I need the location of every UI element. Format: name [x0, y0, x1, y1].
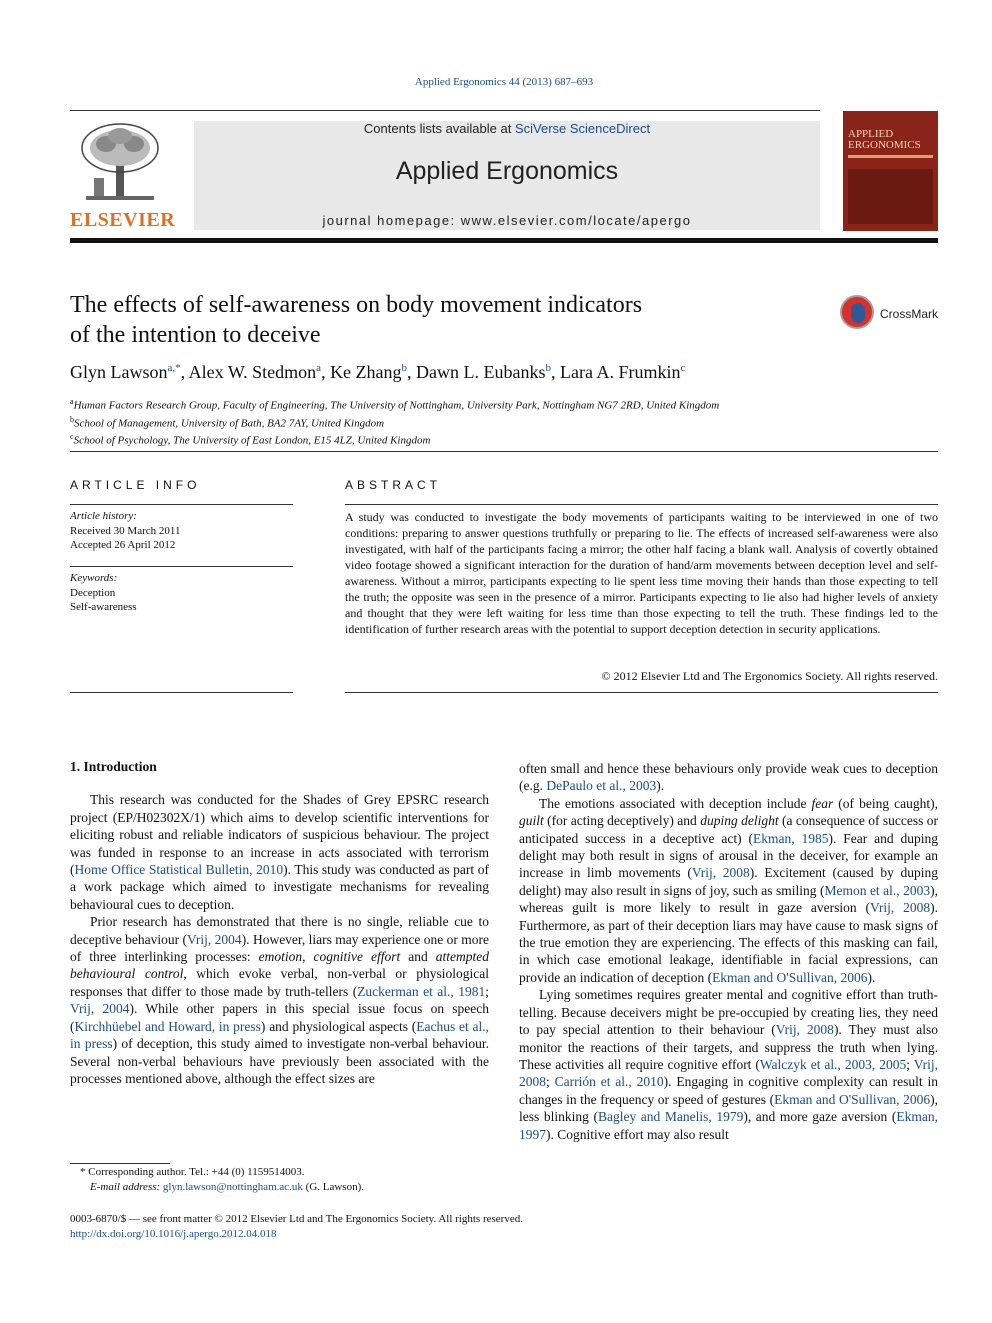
cover-stripe — [848, 155, 933, 158]
affiliation-item: $^b$School of Management, University of Bath, BA2 7AY, United Kingdom — [70, 414, 385, 430]
citation-link[interactable]: Memon et al., 2003 — [824, 882, 931, 898]
accepted-date: Accepted 26 April 2012 — [70, 539, 176, 551]
citation-link[interactable]: Walczyk et al., 2003, 2005 — [759, 1056, 907, 1072]
paragraph: Lying sometimes requires greater mental and cognitive effort than truth-telling. Because deceivers might be pre-occupied by creating lies, they need to pay special attention to their behaviour (Vrij, 2008). They must also monitor the reactions of their targets, and suppress the truth when lying. These activities all require cognitive effort (Walczyk et al., 2003, 2005; Vrij, 2008; Carrión et al., 2010). Engaging in cognitive complexity can result in changes in the frequency or speed of gestures (Ekman and O'Sullivan, 2006), less blinking (Bagley and Manelis, 1979), and more gaze aversion (Ekman, 1997). Cognitive effort may also result — [519, 987, 939, 1142]
corresponding-author-link[interactable]: * — [175, 362, 181, 374]
citation-link[interactable]: Bagley and Manelis, 1979 — [597, 1109, 744, 1125]
affiliation-item: $^a$Human Factors Research Group, Faculty of Engineering, The University of Nottingham, University Park, Nottingham NG7 2RD, United Kingdom — [70, 397, 720, 412]
author-name: Dawn L. Eubanks — [416, 362, 546, 382]
paragraph: often small and hence these behaviours only provide weak cues to deception (e.g. DePaulo et al., 2003). — [519, 761, 938, 794]
elsevier-tree-icon — [76, 120, 164, 204]
header-thick-rule — [70, 238, 938, 243]
divider — [70, 692, 293, 693]
citation-link[interactable]: Vrij, 2008 — [519, 1056, 938, 1090]
page-footer — [70, 1212, 670, 1242]
author-name: Alex W. Stedmon — [188, 362, 317, 382]
journal-cover-thumbnail[interactable] — [843, 111, 938, 231]
citation-link[interactable]: Vrij, 2008 — [775, 1022, 834, 1038]
affiliation-item: $^c$School of Psychology, The University of East London, E15 4LZ, United Kingdom — [70, 432, 431, 447]
footnote — [70, 1165, 489, 1195]
abstract-heading: ABSTRACT — [345, 478, 442, 492]
journal-banner — [194, 121, 820, 230]
crossmark-icon — [840, 295, 874, 329]
received-date: Received 30 March 2011 — [70, 524, 181, 537]
divider — [345, 504, 938, 505]
paragraph: Prior research has demonstrated that there is no single, reliable cue to deceptive behaviour (Vrij, 2004). However, liars may experience one or more of three interlinking processes: emotion, cognitive effort and attempted behavioural control, which evoke verbal, non-verbal or physiological responses that differ to those made by truth-tellers (Zuckerman et al., 1981; Vrij, 2004). While other papers in this special issue focus on speech (Kirchhüebel and Howard, in press) and physiological aspects (Eachus et al., in press) of deception, this study aimed to investigate non-verbal behaviour. Several non-verbal behaviours have previously been associated with the processes mentioned above, although the effect sizes are — [70, 914, 490, 1086]
issn-line: 0003-6870/$ — see front matter © 2012 Elsevier Ltd and The Ergonomics Society. All rights reserved. — [70, 1213, 523, 1225]
citation-link[interactable]: Carrión et al., 2010 — [554, 1074, 664, 1090]
citation-link[interactable]: Vrij, 2008 — [869, 900, 931, 916]
affiliation-link[interactable]: a, — [167, 362, 176, 374]
footnote-rule — [70, 1163, 170, 1164]
email-note: E-mail address: glyn.lawson@nottingham.ac.uk (G. Lawson). — [90, 1181, 365, 1193]
crossmark-badge[interactable] — [840, 295, 940, 335]
doi-link[interactable]: http://dx.doi.org/10.1016/j.apergo.2012.04.018 — [70, 1228, 277, 1240]
author-name: Lara A. Frumkin — [560, 362, 681, 382]
citation-link[interactable]: Vrij, 2008 — [691, 865, 750, 881]
article-history: Article history: Received 30 March 2011 Accepted 26 April 2012 — [70, 509, 293, 553]
keyword: Deception — [70, 586, 116, 599]
citation-link[interactable]: Ekman and O'Sullivan, 2006 — [774, 1091, 931, 1107]
elsevier-wordmark: ELSEVIER — [70, 209, 176, 231]
body-column-right — [519, 760, 938, 1143]
body-column-left — [70, 758, 489, 1087]
affiliation-link[interactable]: b — [401, 362, 408, 374]
abstract-copyright: © 2012 Elsevier Ltd and The Ergonomics Society. All rights reserved. — [601, 669, 938, 683]
citation-link[interactable]: Ekman, 1985 — [752, 830, 829, 846]
section-rule — [70, 451, 938, 452]
journal-title: Applied Ergonomics — [395, 157, 619, 185]
email-link[interactable]: glyn.lawson@nottingham.ac.uk — [162, 1181, 303, 1193]
elsevier-logo[interactable] — [70, 120, 176, 232]
keywords: Keywords: Deception Self-awareness — [70, 571, 293, 615]
sciencedirect-link[interactable]: SciVerse ScienceDirect — [514, 121, 651, 136]
citation-link[interactable]: Zuckerman et al., 1981 — [357, 983, 486, 999]
divider — [345, 692, 938, 693]
paragraph: The emotions associated with deception include fear (of being caught), guilt (for acting deceptively) and duping delight (a consequence of success or anticipated success in a deceptive act) (Ekman, 1985). Fear and duping delight may both result in signs of arousal in the deceiver, for example an increase in limb movements (Vrij, 2008). Excitement (caused by duping delight) may also result in signs of joy, such as smiling (Memon et al., 2003), whereas guilt is more likely to result in gaze aversion (Vrij, 2008). Furthermore, as part of their deception liars may have cause to mask signs of the true emotion they are experiencing. The effects of this masking can fail, in which case emotional leakage, identifiable in facial expressions, can provide an indication of deception (Ekman and O'Sullivan, 2006). — [519, 795, 939, 985]
citation-link[interactable]: Vrij, 2004 — [70, 1001, 130, 1017]
header-rule — [70, 110, 820, 111]
paper-title: The effects of self-awareness on body movement indicators of the intention to deceive — [70, 292, 643, 348]
contents-line: Contents lists available at SciVerse ScienceDirect — [363, 121, 651, 136]
crossmark-label: CrossMark — [880, 307, 939, 321]
section-heading: 1. Introduction — [70, 759, 157, 774]
citation-link[interactable]: Kirchhüebel and Howard, in press — [74, 1018, 261, 1034]
cover-art — [848, 169, 933, 224]
article-info-heading: ARTICLE INFO — [70, 478, 201, 492]
paragraph: This research was conducted for the Shades of Grey EPSRC research project (EP/H02302X/1) which aims to develop scientific interventions for eliciting robust and reliable indicators of suspicious behaviour. The project was funded in response to an increase in acts associated with terrorism (Home Office Statistical Bulletin, 2010). This study was conducted as part of a work package which aimed to investigate mechanisms for revealing behavioural cues to deception. — [70, 792, 489, 912]
keyword: Self-awareness — [70, 601, 137, 613]
citation-link[interactable]: Vrij, 2004 — [186, 931, 242, 947]
abstract-text: A study was conducted to investigate the body movements of participants waiting to be interviewed in one of two conditions: preparing to answer questions truthfully or preparing to lie. The effects of increased self-awareness were also investigated, with half of the participants facing a mirror; the other half facing a blank wall. Analysis of covertly obtained video footage showed a significant interaction for the duration of hand/arm movements between deception level and self-awareness. Without a mirror, participants expecting to lie spent less time moving their hands than those expecting to tell the truth; the opposite was seen in the presence of a mirror. Participants expecting to lie also had higher levels of anxiety and thought that they were left waiting for less time than those expecting to tell the truth. These findings led to the identification of further research areas with the potential to support deception detection in security applications. — [345, 510, 938, 636]
citation-link[interactable]: Home Office Statistical Bulletin, 2010 — [74, 862, 284, 878]
journal-reference[interactable] — [0, 76, 992, 88]
journal-reference-link[interactable]: Applied Ergonomics 44 (2013) 687–693 — [414, 76, 594, 88]
citation-link[interactable]: Ekman, 1997 — [519, 1109, 939, 1142]
author-name: Glyn Lawson — [70, 362, 168, 382]
affiliation-link[interactable]: b — [545, 362, 552, 374]
corresponding-author-note: * Corresponding author. Tel.: +44 (0) 1159514003. — [80, 1166, 305, 1178]
citation-link[interactable]: Eachus et al., in press — [70, 1018, 489, 1052]
divider — [70, 566, 293, 567]
author-name: Ke Zhang — [330, 362, 402, 382]
author-list: Glyn Lawson$^{a,*}$, Alex W. Stedmon$^a$, Ke Zhang$^b$, Dawn L. Eubanks$^b$, Lara A. Frumkin$^c$ — [70, 362, 686, 382]
citation-link[interactable]: DePaulo et al., 2003 — [546, 778, 657, 794]
divider — [70, 504, 293, 505]
affiliation-link[interactable]: a — [316, 362, 322, 374]
affiliation-link[interactable]: c — [680, 362, 686, 374]
affiliations — [70, 395, 950, 448]
citation-link[interactable]: Ekman and O'Sullivan, 2006 — [712, 969, 868, 985]
journal-homepage[interactable]: journal homepage: www.elsevier.com/locate/apergo — [322, 213, 692, 228]
cover-title: APPLIED ERGONOMICS — [848, 128, 921, 151]
